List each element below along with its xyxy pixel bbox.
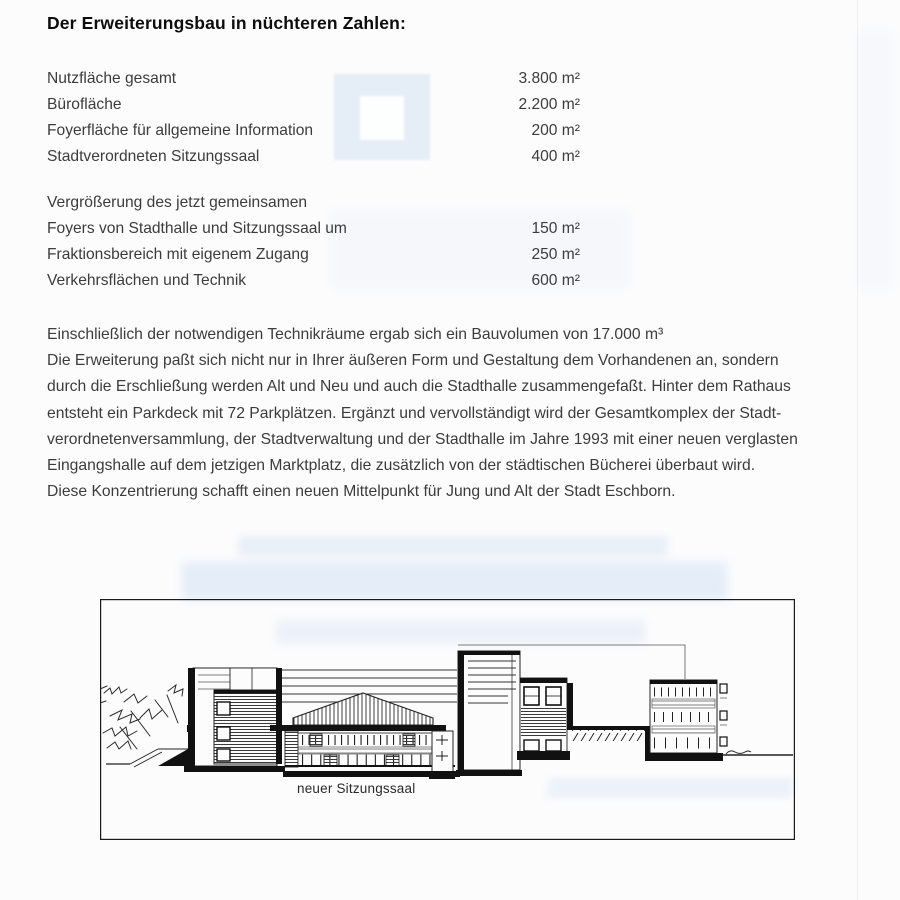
bleed-through-text [182, 562, 727, 600]
table-row [47, 66, 580, 92]
body-paragraph [47, 322, 869, 505]
row-value: 3.800 m² [518, 70, 580, 87]
row-value: 2.200 m² [518, 96, 580, 113]
row-label: Verkehrsflächen und Technik [47, 272, 247, 289]
area-table-group-1 [47, 66, 580, 170]
row-label: Fraktionsbereich mit eigenem Zugang [47, 246, 309, 263]
page-title: Der Erweiterungsbau in nüchteren Zahlen: [47, 13, 406, 33]
pediment-roof [293, 693, 433, 725]
row-label: Bürofläche [47, 96, 122, 113]
bleed-through-text [238, 536, 668, 556]
left-building [187, 668, 282, 766]
row-label: Stadtverordneten Sitzungssaal [47, 148, 260, 165]
mid-tower [458, 651, 520, 770]
paragraph-line: verordnetenversammlung, der Stadtverwaltung und der Stadthalle im Jahre 1993 mit einer neuen verglasten [47, 430, 798, 448]
row-label: Vergrößerung des jetzt gemeinsamen [47, 194, 308, 211]
paragraph-line: durch die Erschließung werden Alt und Neu und auch die Stadthalle zusammengefaßt. Hinter dem Rathaus [47, 378, 791, 396]
table-row [47, 118, 580, 144]
striped-mid-block [517, 678, 570, 760]
row-value: 600 m² [531, 272, 580, 289]
paragraph-line: Die Erweiterung paßt sich nicht nur in Ihrer äußeren Form und Gestaltung dem Vorhandenen an, sondern [47, 352, 779, 370]
table-row [47, 92, 580, 118]
right-building [645, 680, 727, 761]
table-row [47, 216, 580, 242]
row-label: Foyerfläche für allgemeine Information [47, 122, 314, 139]
paragraph-line: entsteht ein Parkdeck mit 72 Parkplätzen. Ergänzt und vervollständigt wird der Gesamtkomplex der Stadt- [47, 404, 782, 422]
central-hall [270, 725, 455, 767]
table-row [47, 144, 580, 170]
row-label: Nutzfläche gesamt [47, 70, 177, 87]
row-label: Foyers von Stadthalle und Sitzungssaal um [47, 220, 347, 237]
excavation-hatch [567, 683, 651, 757]
figure-caption: neuer Sitzungssaal [297, 781, 416, 796]
paragraph-line: Eingangshalle auf dem jetzigen Marktplatz, die zusätzlich von der städtischen Bücherei überbaut wird. [47, 457, 756, 475]
row-value: 150 m² [531, 220, 580, 237]
table-row [47, 268, 580, 294]
paragraph-line: Diese Konzentrierung schafft einen neuen Mittelpunkt für Jung und Alt der Stadt Eschborn. [47, 483, 676, 501]
terrace-steps [106, 749, 188, 767]
elevation-figure [100, 599, 795, 840]
tree-sketch [100, 685, 183, 749]
row-value: 200 m² [531, 122, 580, 139]
paragraph-line: Einschließlich der notwendigen Technikräume ergab sich ein Bauvolumen von 17.000 m³ [47, 326, 664, 343]
table-row [47, 242, 580, 268]
bleed-through-text [856, 30, 894, 290]
building-elevation-drawing [100, 599, 795, 840]
row-value: 400 m² [531, 148, 580, 165]
table-row [47, 190, 580, 216]
area-table-group-2 [47, 190, 580, 294]
row-value: 250 m² [531, 246, 580, 263]
